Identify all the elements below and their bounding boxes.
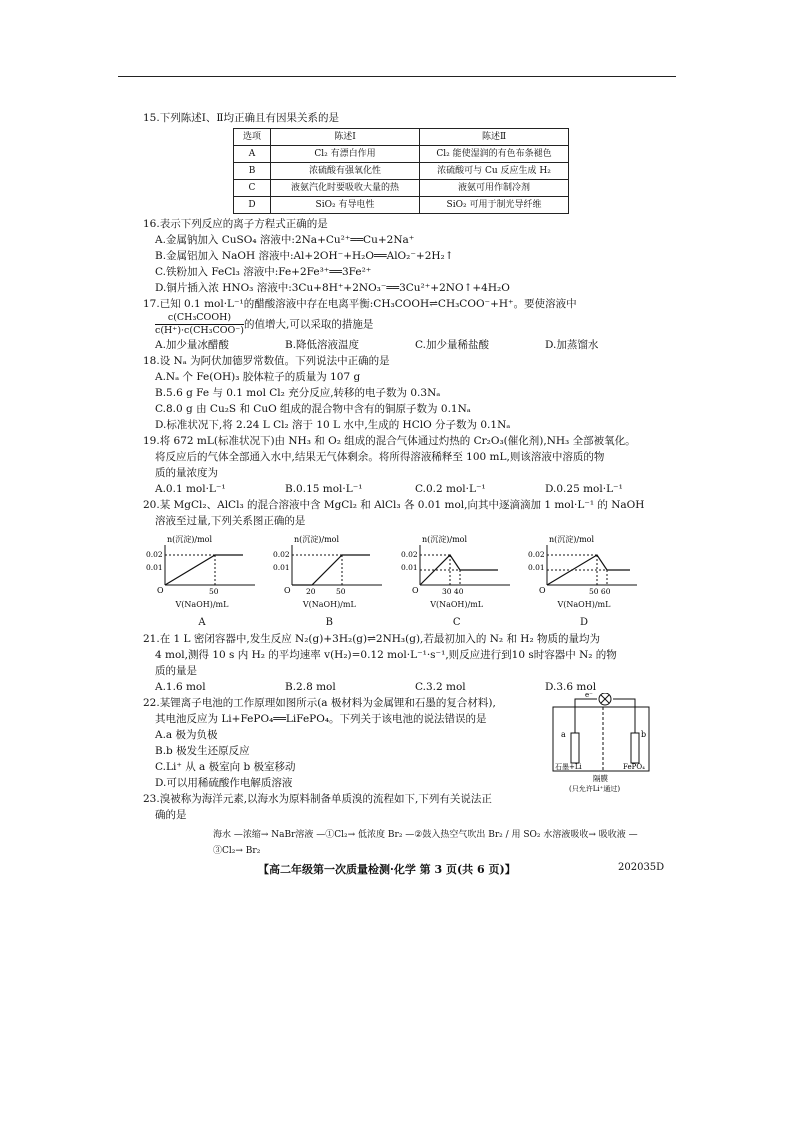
graph-b-label: B <box>325 617 333 628</box>
q21-stem-line3: 质的量是 <box>155 665 197 677</box>
origin-label: O <box>157 586 164 595</box>
right-material-label: FePO₄ <box>623 763 645 771</box>
y-tick: 0.02 <box>146 550 163 559</box>
q19-stem-line2: 将反应后的气体全部通入水中,结果无气体剩余。将所得溶液稀释至 100 mL,则该溶液中溶质的物 <box>155 451 605 463</box>
q23-stem-line2: 确的是 <box>155 809 187 821</box>
graph-d-label: D <box>579 617 588 628</box>
graph-d-plot <box>525 533 643 595</box>
q16-option-b: B.金属铝加入 NaOH 溶液中:Al+2OH⁻+H₂O══AlO₂⁻+2H₂↑ <box>155 250 454 262</box>
table-cell: Cl₂ 有漂白作用 <box>271 146 420 163</box>
table-cell: Cl₂ 能使湿润的有色布条褪色 <box>420 146 569 163</box>
q19-stem-line3: 质的量浓度为 <box>155 467 218 479</box>
graph-b <box>270 533 388 631</box>
q21-option-b: B.2.8 mol <box>285 681 336 693</box>
q16-option-c: C.铁粉加入 FeCl₃ 溶液中:Fe+2Fe³⁺══3Fe²⁺ <box>155 266 372 278</box>
electrode-a <box>571 733 579 763</box>
x-axis-label: V(NaOH)/mL <box>557 600 611 609</box>
q20-stem: 20.某 MgCl₂、AlCl₃ 的混合溶液中含 MgCl₂ 和 AlCl₃ 各 0.01 mol,向其中逐滴滴加 1 mol·L⁻¹ 的 NaOH <box>143 499 645 511</box>
y-tick: 0.02 <box>527 550 545 559</box>
y-tick: 0.01 <box>146 563 163 572</box>
electrode-b <box>631 733 639 763</box>
q21-stem-line2: 4 mol,测得 10 s 内 H₂ 的平均速率 v(H₂)=0.12 mol·L⁻¹·s⁻¹,则反应进行到10 s时容器中 N₂ 的物 <box>155 649 617 661</box>
q22-stem: 22.某锂离子电池的工作原理如图所示(a 极材料为金属锂和石墨的复合材料), <box>143 697 496 709</box>
q21-stem: 21.在 1 L 密闭容器中,发生反应 N₂(g)+3H₂(g)⇌2NH₃(g),若最初加入的 N₂ 和 H₂ 物质的量均为 <box>143 633 601 645</box>
q17-stem: 17.已知 0.1 mol·L⁻¹的醋酸溶液中存在电离平衡:CH₃COOH⇌CH₃COO⁻+H⁺。要使溶液中 <box>143 298 577 310</box>
q17-option-c: C.加少量稀盐酸 <box>415 339 489 351</box>
q17-fraction <box>155 312 244 337</box>
page-footer: 【高二年级第一次质量检测·化学 第 3 页(共 6 页)】 <box>258 863 516 876</box>
q22-option-d: D.可以用稀硫酸作电解质溶液 <box>155 777 293 789</box>
membrane-label: 隔膜 <box>593 774 608 783</box>
q19-stem: 19.将 672 mL(标准状况下)由 NH₃ 和 O₂ 组成的混合气体通过灼热的 Cr₂O₃(催化剂),NH₃ 全部被氧化。 <box>143 435 636 447</box>
table-header-row <box>234 129 569 146</box>
graph-c <box>398 533 516 631</box>
q19-option-b: B.0.15 mol·L⁻¹ <box>285 483 363 495</box>
q19-options <box>155 481 663 497</box>
header-cell: 陈述Ⅱ <box>420 129 569 146</box>
q17-option-d: D.加蒸馏水 <box>545 339 599 351</box>
q17-options <box>155 337 663 353</box>
data-line <box>420 555 498 585</box>
wire-left <box>575 699 597 733</box>
x-tick: 50 <box>209 587 219 595</box>
origin-label: O <box>284 586 291 595</box>
table-row <box>234 146 569 163</box>
q21-option-a: A.1.6 mol <box>155 681 206 693</box>
graph-d <box>525 533 643 631</box>
y-tick: 0.01 <box>400 563 418 572</box>
q17-stem-continued: 的值增大,可以采取的措施是 <box>244 318 374 331</box>
x-tick: 20 <box>306 587 316 595</box>
q19-option-d: D.0.25 mol·L⁻¹ <box>545 483 623 495</box>
y-tick: 0.02 <box>273 550 291 559</box>
fraction-numerator: c(CH₃COOH) <box>155 312 244 325</box>
table-row <box>234 197 569 214</box>
header-cell: 选项 <box>234 129 271 146</box>
q18-option-c: C.8.0 g 由 Cu₂S 和 CuO 组成的混合物中含有的铜原子数为 0.1Nₐ <box>155 403 471 415</box>
y-axis-label: n(沉淀)/mol <box>421 535 467 544</box>
membrane-note: (只允许Li⁺通过) <box>569 785 621 793</box>
table-cell: SiO₂ 可用于制光导纤维 <box>420 197 569 214</box>
x-tick: 50 <box>336 587 346 595</box>
x-axis-label: V(NaOH)/mL <box>302 600 356 609</box>
graph-c-plot <box>398 533 516 595</box>
table-cell: SiO₂ 有导电性 <box>271 197 420 214</box>
table-cell: B <box>234 163 271 180</box>
graph-a-label: A <box>198 617 206 628</box>
q15-table <box>233 128 569 214</box>
q19-option-a: A.0.1 mol·L⁻¹ <box>155 483 226 495</box>
q22-option-a: A.a 极为负极 <box>155 729 218 741</box>
q15-stem: 15.下列陈述Ⅰ、Ⅱ均正确且有因果关系的是 <box>143 112 339 124</box>
graph-c-label: C <box>452 617 461 628</box>
q20-stem-line2: 溶液至过量,下列关系图正确的是 <box>155 515 306 527</box>
table-cell: 浓硫酸有强氧化性 <box>271 163 420 180</box>
q18-option-b: B.5.6 g Fe 与 0.1 mol Cl₂ 充分反应,转移的电子数为 0.3Nₐ <box>155 387 441 399</box>
origin-label: O <box>538 586 546 595</box>
q20-graphs <box>143 533 643 631</box>
q17-option-a: A.加少量冰醋酸 <box>155 339 229 351</box>
q21-option-c: C.3.2 mol <box>415 681 466 693</box>
q23-stem: 23.溴被称为海洋元素,以海水为原料制备单质溴的流程如下,下列有关说法正 <box>143 793 492 805</box>
y-axis-label: n(沉淀)/mol <box>167 535 213 544</box>
graph-a-plot <box>143 533 261 595</box>
q22-stem-line2: 其电池反应为 Li+FePO₄══LiFePO₄。下列关于该电池的说法错误的是 <box>155 713 487 725</box>
y-axis-label: n(沉淀)/mol <box>294 535 340 544</box>
table-cell: 液氨汽化时要吸收大量的热 <box>271 180 420 197</box>
q23-flowchart: 海水 —浓缩→ NaBr溶液 —①Cl₂→ 低浓度 Br₂ —②鼓入热空气吹出 Br₂ / 用 SO₂ 水溶液吸收→ 吸收液 —③Cl₂→ Br₂ <box>213 830 638 856</box>
origin-label: O <box>411 586 419 595</box>
table-row <box>234 163 569 180</box>
electron-label: e⁻ <box>585 693 593 699</box>
battery-diagram <box>547 693 657 793</box>
graph-a <box>143 533 261 631</box>
header-cell: 陈述Ⅰ <box>271 129 420 146</box>
q22-block <box>143 695 663 791</box>
x-tick: 30 40 <box>441 587 464 595</box>
q17-fraction-line <box>143 312 663 337</box>
electrode-a-label: a <box>561 730 566 739</box>
q21-option-d: D.3.6 mol <box>545 681 597 693</box>
wire-right <box>613 699 635 733</box>
y-tick: 0.01 <box>273 563 291 572</box>
exam-code: 202035D <box>618 862 665 873</box>
data-line <box>165 555 243 585</box>
table-cell: 浓硫酸可与 Cu 反应生成 H₂ <box>420 163 569 180</box>
q19-option-c: C.0.2 mol·L⁻¹ <box>415 483 486 495</box>
q22-option-b: B.b 极发生还原反应 <box>155 745 250 757</box>
table-cell: 液氨可用作制冷剂 <box>420 180 569 197</box>
q18-option-a: A.Nₐ 个 Fe(OH)₃ 胶体粒子的质量为 107 g <box>155 371 361 383</box>
y-tick: 0.01 <box>527 563 545 572</box>
table-cell: C <box>234 180 271 197</box>
table-row <box>234 180 569 197</box>
q16-option-d: D.铜片插入浓 HNO₃ 溶液中:3Cu+8H⁺+2NO₃⁻══3Cu²⁺+2NO↑+4H₂O <box>155 282 510 294</box>
data-line <box>292 555 370 585</box>
q18-option-d: D.标准状况下,将 2.24 L Cl₂ 溶于 10 L 水中,生成的 HClO 分子数为 0.1Nₐ <box>155 419 511 431</box>
q17-option-b: B.降低溶液温度 <box>285 339 360 351</box>
x-tick: 50 60 <box>588 587 611 595</box>
graph-b-plot <box>270 533 388 595</box>
fraction-denominator: c(H⁺)·c(CH₃COO⁻) <box>155 325 245 336</box>
q18-stem: 18.设 Nₐ 为阿伏加德罗常数值。下列说法中正确的是 <box>143 355 390 367</box>
y-tick: 0.02 <box>400 550 418 559</box>
left-material-label: 石墨+Li <box>555 763 582 771</box>
table-cell: D <box>234 197 271 214</box>
q16-option-a: A.金属钠加入 CuSO₄ 溶液中:2Na+Cu²⁺══Cu+2Na⁺ <box>155 234 415 246</box>
electrode-b-label: b <box>641 730 647 739</box>
q22-option-c: C.Li⁺ 从 a 极室向 b 极室移动 <box>155 761 296 773</box>
q16-stem: 16.表示下列反应的离子方程式正确的是 <box>143 218 328 230</box>
header-rule <box>118 76 676 77</box>
y-axis-label: n(沉淀)/mol <box>548 535 595 544</box>
exam-page <box>143 110 663 859</box>
table-cell: A <box>234 146 271 163</box>
x-axis-label: V(NaOH)/mL <box>175 600 229 609</box>
x-axis-label: V(NaOH)/mL <box>430 600 484 609</box>
